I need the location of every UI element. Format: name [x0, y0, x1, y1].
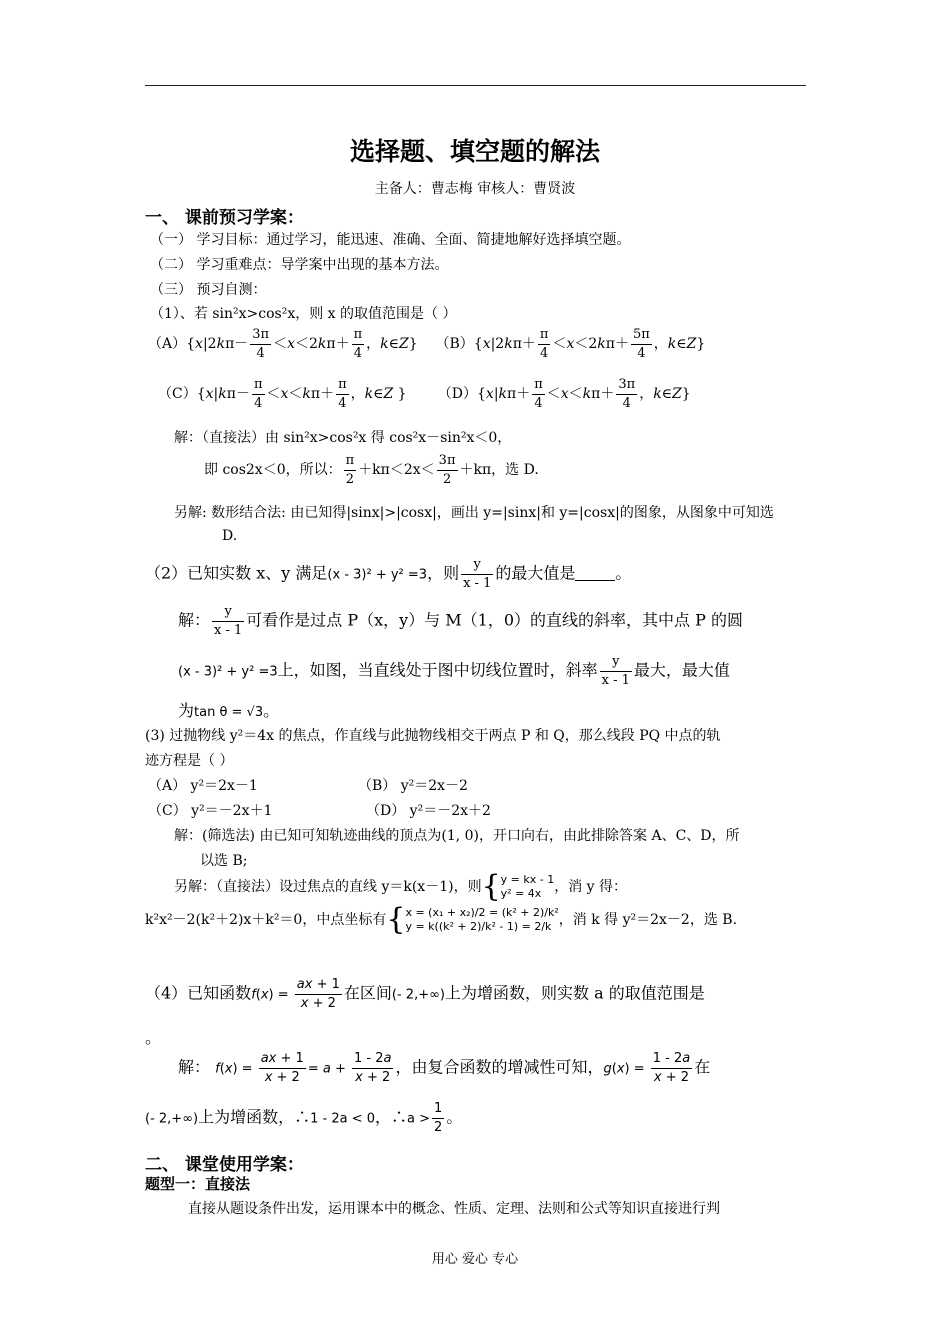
q3-alt-solution-1: 另解：（直接法）设过焦点的直线 y＝k(x－1)，则{ y = kx - 1 y² = 4x ，消 y 得：	[174, 869, 628, 904]
q3-option-b: （B） y²＝2x－2	[358, 778, 468, 794]
q1-solution-2: 即 cos2x＜0，所以： $\frac{\pi}{2}$ ＋kπ＜2x＜ $\frac{3\pi}{2}$ ＋kπ，选 D.	[204, 453, 539, 487]
q1-option-d-label: （D）	[437, 386, 477, 403]
q3-alt-solution-2: k²x²－2(k²＋2)x＋k²＝0，中点坐标有{ x = (x₁ + x₂)/2 = (k² + 2)/k² y = k((k² + 2)/k² - 1) = 2/k ，消 k 得 y²＝2x－2，选 B.	[145, 902, 738, 937]
q1-stem: （1）、若 sin²x>cos²x，则 x 的取值范围是（ ）	[150, 306, 457, 322]
q3-option-c: （C） y²＝－2x＋1	[148, 803, 273, 819]
q3-stem-1: (3) 过抛物线 y²＝4x 的焦点，作直线与此抛物线相交于两点 P 和 Q，那么线段 PQ 中点的轨	[145, 728, 721, 744]
self-test-label: （三） 预习自测：	[150, 282, 267, 298]
page-title: 选择题、填空题的解法	[349, 137, 600, 166]
direct-method-paragraph: 直接从题设条件出发，运用课本中的概念、性质、定理、法则和公式等知识直接进行判	[188, 1201, 720, 1217]
q1-option-b-label: （B）	[435, 336, 474, 353]
q1-options-cd: （C）{x|kπ－ $\frac{\pi}{4}$ ＜x＜kπ＋ $\frac{\pi}{4}$ ，k∈Z } （D）{x|kπ＋ $\frac{\pi}{4}$ ＜x＜kπ＋ $\frac{3\pi}{4}$ ，k∈Z}	[158, 377, 691, 411]
q1-option-a-label: （A）	[148, 336, 187, 353]
q1-options-ab: （A）{x|2kπ－ $\frac{3\pi}{4}$ ＜x＜2kπ＋ $\frac{\pi}{4}$ ，k∈Z} （B）{x|2kπ＋ $\frac{\pi}{4}$ ＜x＜2kπ＋ $\frac{5\pi}{4}$ ，k∈Z}	[148, 327, 706, 361]
q1-alt-solution-1: 另解: 数形结合法: 由已知得|sinx|>|cosx|，画出 y=|sinx|和 y=|cosx|的图象，从图象中可知选	[174, 505, 774, 521]
q4-stem-end: 。	[145, 1028, 162, 1047]
page-footer: 用心 爱心 专心	[431, 1252, 519, 1267]
q3-stem-2: 迹方程是（ ）	[145, 753, 234, 769]
q2-solution-1: 解： $\frac{y}{x - 1}$ 可看作是过点 P（x，y）与 M（1，0）的直线的斜率，其中点 P 的圆	[178, 604, 743, 638]
section-heading-1: 一、 课前预习学案：	[145, 208, 304, 228]
key-points: （二） 学习重难点：导学案中出现的基本方法。	[150, 257, 449, 273]
q4-solution-2: (- 2,+∞)上为增函数，∴1 - 2a < 0，∴a > $\frac{1}{2}$ 。	[145, 1101, 463, 1135]
q3-solution-1: 解：(筛选法) 由已知可知轨迹曲线的顶点为(1, 0)，开口向右，由此排除答案 A、C、D，所	[174, 828, 740, 844]
section-heading-2: 二、 课堂使用学案：	[145, 1155, 304, 1175]
header-rule	[145, 85, 806, 86]
q3-option-a: （A） y²＝2x－1	[148, 778, 258, 794]
q3-solution-2: 以选 B;	[200, 853, 248, 869]
q1-alt-solution-2: D.	[222, 528, 238, 544]
q4-solution-1: 解： f(x) = $\frac{ax + 1}{x + 2}$ = a + $\frac{1 - 2a}{x + 2}$ ，由复合函数的增减性可知，g(x) = $\frac{1 - 2a}{x + 2}$ 在	[178, 1051, 711, 1085]
q2-solution-3: 为tan θ = √3。	[178, 701, 280, 720]
learning-goal: （一） 学习目标：通过学习，能迅速、准确、全面、简捷地解好选择填空题。	[150, 232, 631, 248]
answer-blank[interactable]	[575, 566, 615, 581]
q1-option-c-label: （C）	[158, 386, 197, 403]
type-1-heading: 题型一：直接法	[145, 1175, 251, 1193]
q3-option-d: （D） y²＝－2x＋2	[366, 803, 491, 819]
q2-solution-2: (x - 3)² + y² =3上，如图，当直线处于图中切线位置时，斜率 $\frac{y}{x - 1}$ 最大，最大值	[178, 654, 730, 688]
q4-stem: （4）已知函数f(x) = $\frac{ax + 1}{x + 2}$ 在区间(- 2,+∞)上为增函数，则实数 a 的取值范围是	[145, 977, 705, 1011]
q2-stem: （2）已知实数 x、y 满足(x - 3)² + y² =3，则 $\frac{y}{x - 1}$ 的最大值是 。	[145, 557, 632, 591]
authors-line: 主备人：曹志梅 审核人：曹贤波	[374, 181, 576, 197]
q1-solution-1: 解：（直接法）由 sin²x>cos²x 得 cos²x－sin²x＜0，	[174, 430, 512, 446]
